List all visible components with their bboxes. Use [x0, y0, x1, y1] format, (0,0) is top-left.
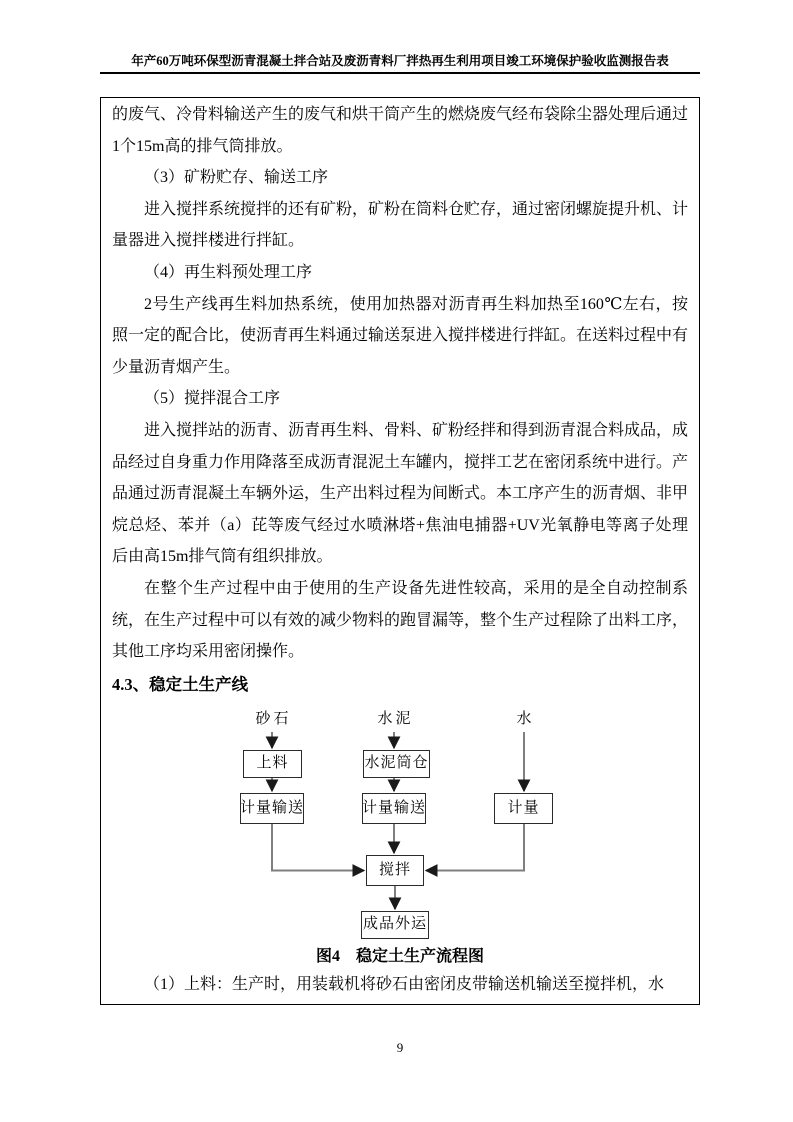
paragraph: 2号生产线再生料加热系统，使用加热器对沥青再生料加热至160℃左右，按照一定的配合比，使沥青再生料通过输送泵进入搅拌楼进行拌缸。在送料过程中有少量沥青烟产生。	[112, 295, 689, 376]
flow-node-feeding: 上料	[243, 750, 302, 778]
header-rule	[100, 72, 700, 74]
paragraph-continued: 的废气、冷骨料输送产生的废气和烘干筒产生的燃烧废气经布袋除尘器处理后通过1个15m高的排气筒排放。	[112, 106, 689, 155]
paragraph: 在整个生产过程中由于使用的生产设备先进性较高，采用的是全自动控制系统，在生产过程中可以有效的减少物料的跑冒漏等，整个生产过程除了出料工序，其他工序均采用密闭操作。	[112, 579, 689, 661]
flow-node-product-outbound: 成品外运	[361, 911, 429, 939]
flow-node-metering-conveying-1: 计量输送	[240, 793, 304, 824]
section-heading-4-3: 4.3、稳定土生产线	[112, 674, 249, 694]
figure-caption: 图4 稳定土生产流程图	[315, 947, 484, 965]
paragraph-heading-5: （5）搅拌混合工序	[144, 390, 281, 408]
stabilized-soil-flowchart	[112, 704, 688, 944]
paragraph: 进入搅拌站的沥青、沥青再生料、骨料、矿粉经拌和得到沥青混合料成品，成品经过自身重力作用降落至成沥青混泥土车罐内，搅拌工艺在密闭系统中进行。产品通过沥青混凝土车辆外运，生产出料过程为间断式。本工序产生的沥青烟、非甲烷总烃、苯并（a）芘等废气经过水喷淋塔+焦油电捕器+UV光氧静电等离子处理后由高15m排气筒有组织排放。	[112, 421, 689, 566]
paragraph-heading-3: （3）矿粉贮存、输送工序	[144, 169, 329, 187]
paragraph: 进入搅拌系统搅拌的还有矿粉，矿粉在筒料仓贮存，通过密闭螺旋提升机、计量器进入搅拌楼进行拌缸。	[112, 200, 689, 250]
report-table-cell	[100, 97, 700, 1005]
page-header-title: 年产60万吨环保型沥青混凝土拌合站及废沥青料厂拌热再生利用项目竣工环境保护验收监测报告表	[131, 54, 669, 68]
paragraph-heading-4: （4）再生料预处理工序	[144, 263, 313, 281]
page-number: 9	[396, 1040, 404, 1055]
flow-node-cement-silo: 水泥筒仓	[363, 750, 430, 778]
flow-label-water: 水	[516, 710, 535, 727]
flow-node-metering: 计量	[494, 793, 553, 824]
flowchart-connector-lines	[112, 704, 690, 944]
flow-label-sand-gravel: 砂石	[255, 710, 292, 727]
flow-node-mixing: 搅拌	[366, 855, 424, 886]
paragraph-after-figure: （1）上料：生产时，用装载机将砂石由密闭皮带输送机输送至搅拌机，水	[144, 975, 665, 993]
flow-node-metering-conveying-2: 计量输送	[362, 793, 426, 824]
flow-label-cement: 水泥	[377, 710, 414, 727]
